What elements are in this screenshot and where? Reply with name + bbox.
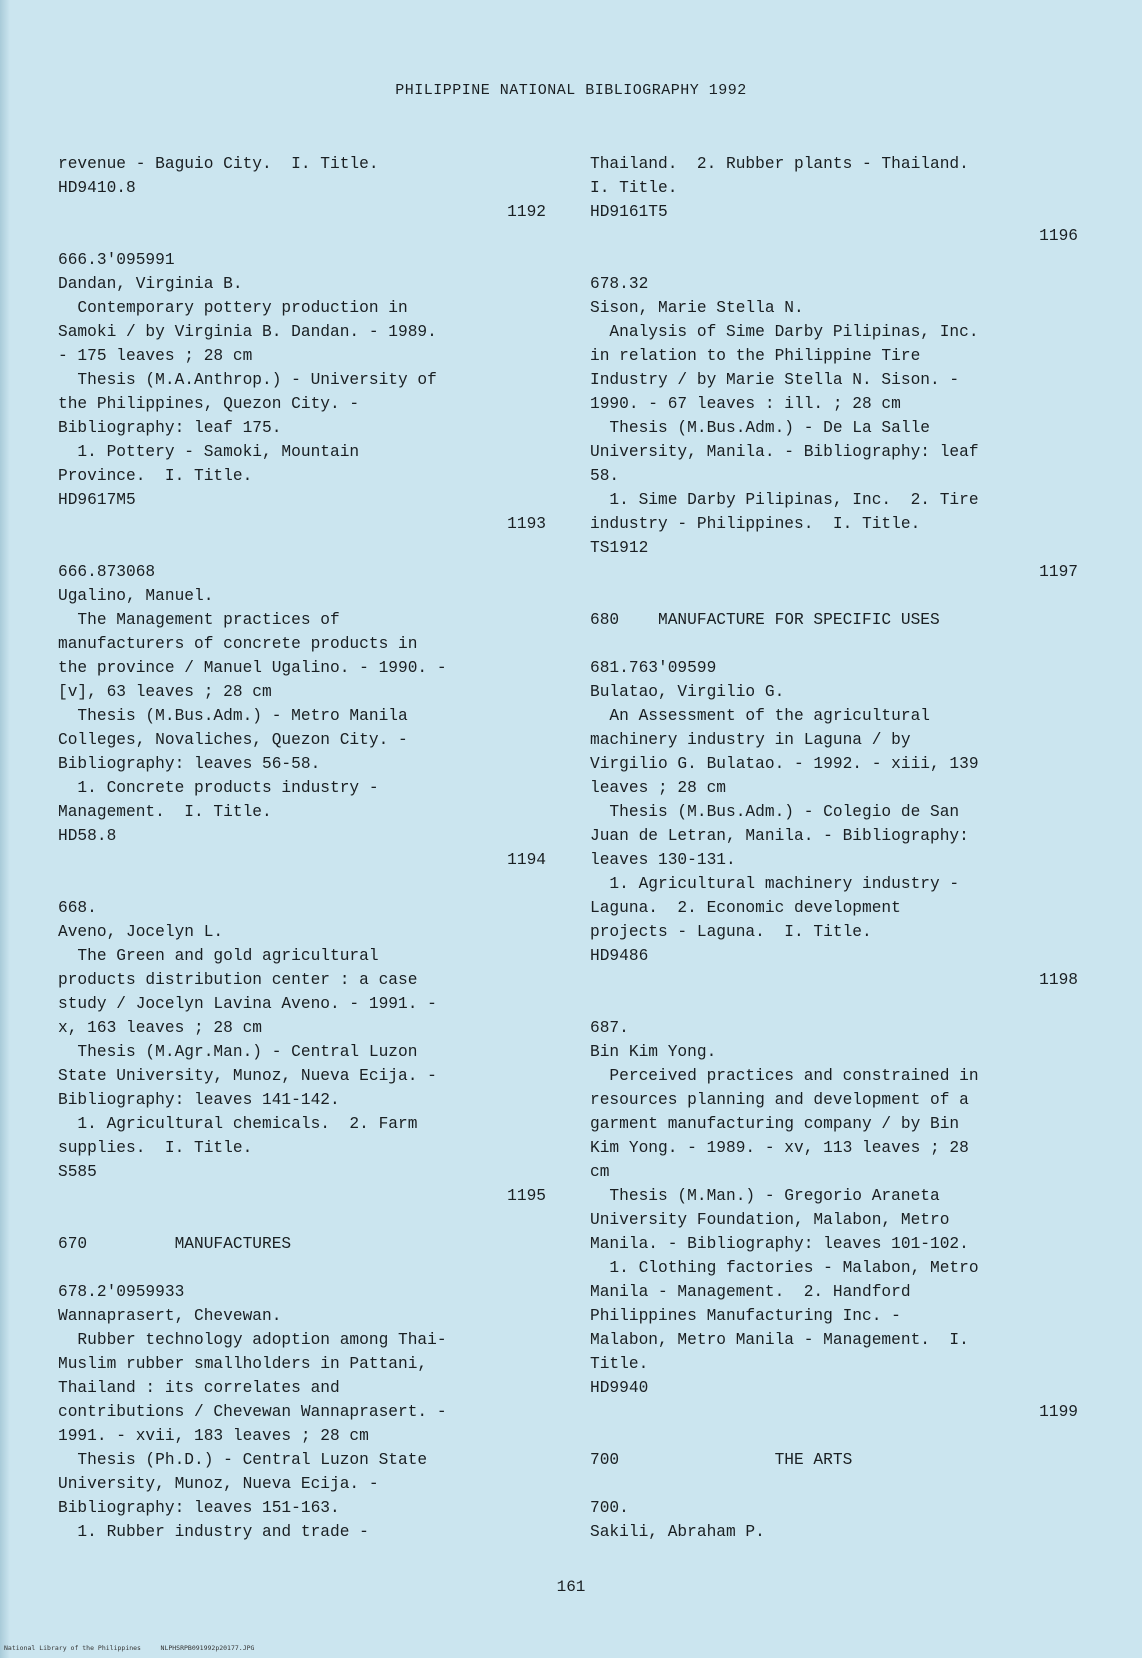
text-line: 1. Pottery - Samoki, Mountain (58, 443, 360, 461)
text-line: Colleges, Novaliches, Quezon City. - (58, 731, 408, 749)
text-line: 1. Agricultural chemicals. 2. Farm (58, 1115, 418, 1133)
right-column (590, 152, 1078, 1544)
text-line: 1990. - 67 leaves : ill. ; 28 cm (590, 395, 901, 413)
text-line: 1991. - xvii, 183 leaves ; 28 cm (58, 1427, 369, 1445)
text-line: Analysis of Sime Darby Pilipinas, Inc. (590, 323, 979, 341)
text-line: HD9410.8 (58, 179, 136, 197)
scan-footer: National Library of the Philippines NLPHSRPB091992p20177.JPG (4, 1644, 255, 1652)
text-line: garment manufacturing company / by Bin (590, 1115, 960, 1133)
text-line: Aveno, Jocelyn L. (58, 923, 224, 941)
text-line: The Management practices of (58, 611, 340, 629)
text-line: 666.3'095991 (58, 251, 175, 269)
text-line: An Assessment of the agricultural (590, 707, 930, 725)
text-line: Laguna. 2. Economic development (590, 899, 901, 917)
text-line: HD9617M5 (58, 491, 136, 509)
text-line: S585 (58, 1163, 97, 1181)
text-line: Virgilio G. Bulatao. - 1992. - xiii, 139 (590, 755, 979, 773)
text-line: 700 THE ARTS (590, 1451, 853, 1469)
text-line: manufacturers of concrete products in (58, 635, 418, 653)
text-line: Samoki / by Virginia B. Dandan. - 1989. (58, 323, 437, 341)
text-line: 680 MANUFACTURE FOR SPECIFIC USES (590, 611, 940, 629)
text-line: 1. Concrete products industry - (58, 779, 379, 797)
text-line: in relation to the Philippine Tire (590, 347, 921, 365)
text-line: contributions / Chevewan Wannaprasert. - (58, 1403, 447, 1421)
page-number: 161 (556, 1578, 586, 1596)
text-line: machinery industry in Laguna / by (590, 731, 911, 749)
text-line: resources planning and development of a (590, 1091, 969, 1109)
text-line: 678.32 (590, 275, 649, 293)
text-line: Juan de Letran, Manila. - Bibliography: (590, 827, 969, 845)
text-line: Thailand. 2. Rubber plants - Thailand. (590, 155, 969, 173)
text-line: leaves 130-131. (590, 851, 736, 869)
text-line: 668. (58, 899, 97, 917)
text-line: HD9940 (590, 1379, 649, 1397)
text-line: University Foundation, Malabon, Metro (590, 1211, 950, 1229)
text-line: 687. (590, 1019, 629, 1037)
text-line: Bibliography: leaf 175. (58, 419, 282, 437)
text-line (590, 1472, 1078, 1496)
text-line: the Philippines, Quezon City. - (58, 395, 360, 413)
text-line: University, Munoz, Nueva Ecija. - (58, 1475, 379, 1493)
text-line (590, 584, 1078, 608)
page-edge-shadow (0, 0, 10, 1658)
entry-number: 1199 (1039, 1403, 1078, 1421)
text-line: Thesis (M.Agr.Man.) - Central Luzon (58, 1043, 418, 1061)
entry-number: 1198 (1039, 971, 1078, 989)
text-line: projects - Laguna. I. Title. (590, 923, 872, 941)
text-line: Thesis (M.Bus.Adm.) - De La Salle (590, 419, 930, 437)
text-line (58, 1256, 546, 1280)
running-header: PHILIPPINE NATIONAL BIBLIOGRAPHY 1992 (395, 82, 747, 99)
text-line: 700. (590, 1499, 629, 1517)
text-line: Kim Yong. - 1989. - xv, 113 leaves ; 28 (590, 1139, 969, 1157)
text-line: Thesis (M.Bus.Adm.) - Metro Manila (58, 707, 408, 725)
text-line (590, 992, 1078, 1016)
text-line: x, 163 leaves ; 28 cm (58, 1019, 262, 1037)
entry-number: 1193 (507, 515, 546, 533)
text-line: Thesis (Ph.D.) - Central Luzon State (58, 1451, 428, 1469)
text-line: 670 MANUFACTURES (58, 1235, 292, 1253)
text-line: I. Title. (590, 179, 678, 197)
text-line: Bin Kim Yong. (590, 1043, 717, 1061)
text-line: Wannaprasert, Chevewan. (58, 1307, 282, 1325)
text-line: University, Manila. - Bibliography: leaf (590, 443, 979, 461)
entry-number: 1197 (1039, 563, 1078, 581)
text-line (58, 872, 546, 896)
entry-number: 1194 (507, 851, 546, 869)
text-line: 1. Rubber industry and trade - (58, 1523, 369, 1541)
text-line: - 175 leaves ; 28 cm (58, 347, 253, 365)
text-line: Province. I. Title. (58, 467, 253, 485)
text-line: 1. Agricultural machinery industry - (590, 875, 960, 893)
text-line: products distribution center : a case (58, 971, 418, 989)
text-line (58, 1208, 546, 1232)
text-line: Bulatao, Virgilio G. (590, 683, 785, 701)
text-line: [v], 63 leaves ; 28 cm (58, 683, 272, 701)
text-line: State University, Munoz, Nueva Ecija. - (58, 1067, 437, 1085)
text-line: Ugalino, Manuel. (58, 587, 214, 605)
text-line: The Green and gold agricultural (58, 947, 379, 965)
text-line (590, 632, 1078, 656)
text-line: 1. Clothing factories - Malabon, Metro (590, 1259, 979, 1277)
entry-number: 1196 (1039, 227, 1078, 245)
text-line: Muslim rubber smallholders in Pattani, (58, 1355, 428, 1373)
text-line: Bibliography: leaves 56-58. (58, 755, 321, 773)
entry-number: 1192 (507, 203, 546, 221)
text-line: study / Jocelyn Lavina Aveno. - 1991. - (58, 995, 437, 1013)
text-line: leaves ; 28 cm (590, 779, 726, 797)
text-line: Title. (590, 1355, 649, 1373)
text-line: Thesis (M.A.Anthrop.) - University of (58, 371, 437, 389)
text-line: HD58.8 (58, 827, 117, 845)
text-line: Industry / by Marie Stella N. Sison. - (590, 371, 960, 389)
text-line: the province / Manuel Ugalino. - 1990. - (58, 659, 447, 677)
text-line: 678.2'0959933 (58, 1283, 185, 1301)
text-line (590, 248, 1078, 272)
text-line: Thesis (M.Man.) - Gregorio Araneta (590, 1187, 940, 1205)
text-line: Philippines Manufacturing Inc. - (590, 1307, 901, 1325)
text-line: Contemporary pottery production in (58, 299, 408, 317)
text-line (58, 224, 546, 248)
text-line: Thailand : its correlates and (58, 1379, 340, 1397)
text-line: HD9161T5 (590, 203, 668, 221)
text-line: Dandan, Virginia B. (58, 275, 243, 293)
text-line: revenue - Baguio City. I. Title. (58, 155, 379, 173)
text-line: TS1912 (590, 539, 649, 557)
text-line: 1. Sime Darby Pilipinas, Inc. 2. Tire (590, 491, 979, 509)
text-line: HD9486 (590, 947, 649, 965)
text-line: 58. (590, 467, 620, 485)
text-line: Bibliography: leaves 151-163. (58, 1499, 340, 1517)
text-line: Rubber technology adoption among Thai- (58, 1331, 447, 1349)
text-line: cm (590, 1163, 610, 1181)
text-line: Manila. - Bibliography: leaves 101-102. (590, 1235, 969, 1253)
text-line: 681.763'09599 (590, 659, 717, 677)
entry-number: 1195 (507, 1187, 546, 1205)
left-column (58, 152, 546, 1544)
text-line: Sakili, Abraham P. (590, 1523, 765, 1541)
text-line: Manila - Management. 2. Handford (590, 1283, 911, 1301)
text-line: Bibliography: leaves 141-142. (58, 1091, 340, 1109)
text-line: 666.873068 (58, 563, 156, 581)
text-line (590, 1424, 1078, 1448)
text-line: industry - Philippines. I. Title. (590, 515, 921, 533)
text-line: Thesis (M.Bus.Adm.) - Colegio de San (590, 803, 960, 821)
text-line: supplies. I. Title. (58, 1139, 253, 1157)
text-line: Sison, Marie Stella N. (590, 299, 804, 317)
text-line: Malabon, Metro Manila - Management. I. (590, 1331, 969, 1349)
text-line (58, 536, 546, 560)
text-line: Management. I. Title. (58, 803, 272, 821)
text-line: Perceived practices and constrained in (590, 1067, 979, 1085)
